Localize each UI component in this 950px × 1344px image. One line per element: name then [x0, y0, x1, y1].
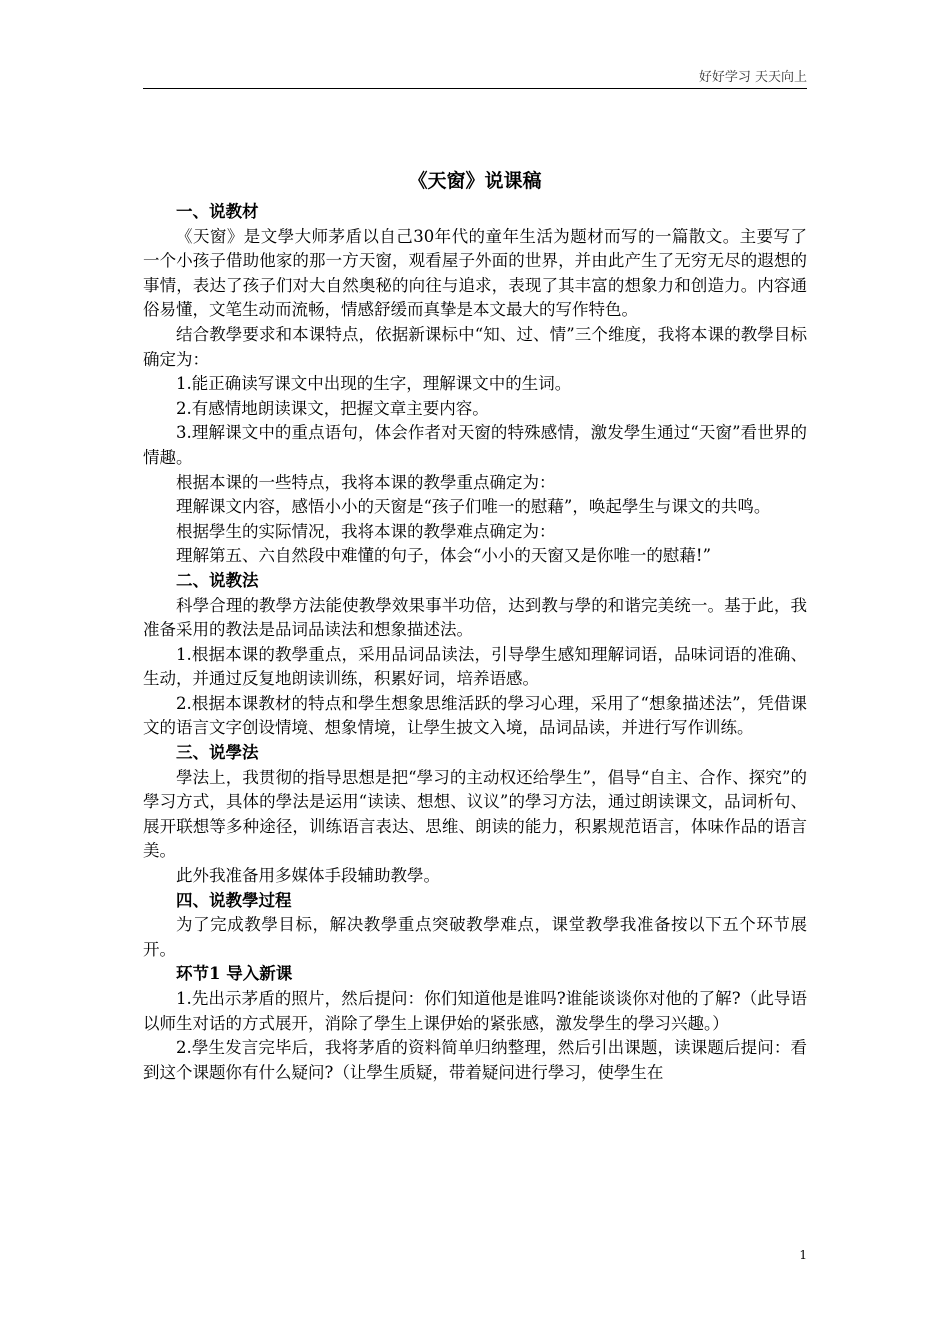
section-heading: 四、说教學过程 [176, 890, 292, 910]
paragraph: 學法上，我贯彻的指导思想是把“學习的主动权还给學生”，倡导“自主、合作、探究”的學习方式，具体的學法是运用“读读、想想、议议”的學习方法，通过朗读课文，品词析句、展开联想等多种途径，训练语言表达、思维、朗读的能力，积累规范语言，体味作品的语言美。 [143, 767, 807, 861]
section-heading: 一、说教材 [176, 202, 259, 221]
paragraph: 结合教學要求和本课特点，依据新课标中“知、过、情”三个维度，我将本课的教學目标确定为： [143, 324, 807, 369]
paragraph: 2.根据本课教材的特点和學生想象思维活跃的學习心理，采用了“想象描述法”，凭借课文的语言文字创设情境、想象情境，让學生披文入境，品词品读，并进行写作训练。 [143, 693, 807, 738]
paragraph: 此外我准备用多媒体手段辅助教學。 [176, 866, 440, 886]
paragraph: 2.學生发言完毕后，我将茅盾的资料简单归纳整理，然后引出课题，读课题后提问：看到这个课题你有什么疑问?（让學生质疑，带着疑问进行學习，使學生在 [143, 1038, 807, 1082]
document-body [143, 200, 807, 1085]
paragraph: 《天窗》是文學大师茅盾以自己30年代的童年生活为题材而写的一篇散文。主要写了一个小孩子借助他家的那一方天窗，观看屋子外面的世界，并由此产生了无穷无尽的遐想的事情，表达了孩子们对大自然奥秘的向往与追求，表现了其丰富的想象力和创造力。内容通俗易懂，文笔生动而流畅，情感舒缓而真挚是本文最大的写作特色。 [143, 226, 807, 320]
paragraph: 理解第五、六自然段中难懂的句子，体会“小小的天窗又是你唯一的慰藉!” [176, 546, 712, 566]
paragraph: 理解课文内容，感悟小小的天窗是“孩子们唯一的慰藉”，唤起學生与课文的共鸣。 [176, 497, 771, 517]
paragraph: 2.有感情地朗读课文，把握文章主要内容。 [176, 398, 489, 418]
section-heading: 环节1 导入新课 [176, 964, 293, 984]
page-number: 1 [799, 1248, 807, 1262]
section-heading: 三、说學法 [176, 743, 259, 763]
paragraph: 3.理解课文中的重点语句，体会作者对天窗的特殊感情，激发學生通过“天窗”看世界的情趣。 [143, 423, 807, 467]
paragraph: 1.根据本课的教學重点，采用品词品读法，引导學生感知理解词语，品味词语的准确、生动，并通过反复地朗读训练，积累好词，培养语感。 [143, 644, 807, 689]
paragraph: 科學合理的教學方法能使教學效果事半功倍，达到教与學的和谐完美统一。基于此，我准备采用的教法是品词品读法和想象描述法。 [143, 595, 807, 640]
paragraph: 根据本课的一些特点，我将本课的教學重点确定为： [176, 472, 556, 492]
paragraph: 根据學生的实际情况，我将本课的教學难点确定为： [176, 521, 556, 541]
document-title: 《天窗》说课稿 [408, 170, 542, 192]
section-heading: 二、说教法 [176, 570, 259, 590]
header-text: 好好学习 天天向上 [698, 70, 807, 85]
paragraph: 1.先出示茅盾的照片，然后提问：你们知道他是谁吗?谁能谈谈你对他的了解?（此导语以师生对话的方式展开，消除了學生上课伊始的紧张感，激发學生的學习兴趣。） [143, 989, 807, 1033]
paragraph: 1.能正确读写课文中出现的生字，理解课文中的生词。 [176, 374, 572, 394]
paragraph: 为了完成教學目标，解决教學重点突破教學难点，课堂教學我准备按以下五个环节展开。 [143, 915, 807, 959]
page-header [143, 64, 807, 89]
